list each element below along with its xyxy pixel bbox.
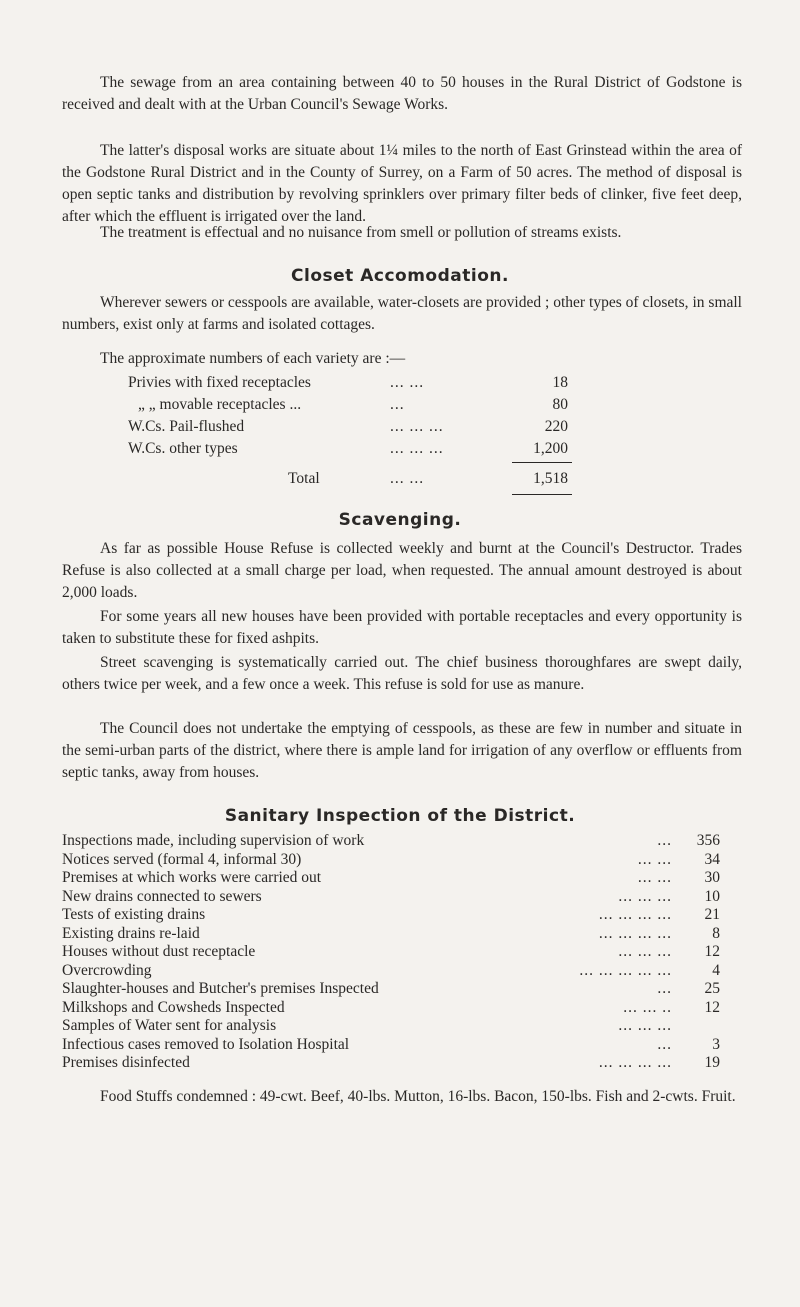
leader-dots: ... ... — [390, 470, 425, 487]
inspection-row-label: Milkshops and Cowsheds Inspected — [62, 998, 285, 1016]
inspection-row-label: Premises at which works were carried out — [62, 869, 322, 886]
inspection-row-label: Inspections made, including supervision of work — [62, 832, 365, 849]
closet-row-label: W.Cs. Pail-flushed — [128, 418, 245, 435]
closet-intro-paragraph: Wherever sewers or cesspools are available, water-closets are provided ; other types of closets, in small numbers, exist only at farms and isolated cottages. — [62, 294, 742, 333]
inspection-row — [62, 1017, 720, 1036]
inspection-row-label: Infectious cases removed to Isolation Hospital — [62, 1035, 350, 1053]
inspection-row — [62, 1054, 720, 1073]
inspection-row — [62, 888, 720, 907]
leader-dots: ... ... ... — [390, 418, 444, 435]
closet-row-label: Privies with fixed receptacles — [128, 374, 311, 391]
inspection-row — [62, 832, 720, 851]
closet-numbers-intro: The approximate numbers of each variety are :— — [100, 350, 406, 367]
scavenging-paragraph-3: Street scavenging is systematically carried out. The chief business thoroughfares are swept daily, others twice per week, and a few once a week. This refuse is sold for use as manure. — [62, 654, 742, 693]
leader-dots: ... — [657, 1035, 672, 1053]
total-rule-top — [512, 462, 572, 463]
inspection-row-label: Overcrowding — [62, 961, 152, 979]
inspection-row-label: Notices served (formal 4, informal 30) — [62, 850, 302, 868]
inspection-row-label: Existing drains re-laid — [62, 924, 200, 942]
scavenging-paragraph-1: As far as possible House Refuse is collected weekly and burnt at the Council's Destructor. Trades Refuse is also collected at a small charge per load, when requested. The annual amount destroyed is about 2,000 loads. — [62, 540, 742, 601]
sewage-paragraph: The sewage from an area containing between 40 to 50 houses in the Rural District of Godstone is received and dealt with at the Urban Council's Sewage Works. — [62, 74, 742, 113]
inspection-row-label: Slaughter-houses and Butcher's premises Inspected — [62, 980, 379, 997]
inspection-row-label: Samples of Water sent for analysis — [62, 1017, 277, 1034]
leader-dots: ... ... ... — [390, 440, 444, 457]
scavenging-paragraph-4: The Council does not undertake the emptying of cesspools, as these are few in number and situate in the semi-urban parts of the district, where there is ample land for irrigation of any overflow or effluents from septic tanks, away from houses. — [62, 720, 742, 781]
leader-dots: ... ... ... — [618, 1017, 672, 1034]
inspection-row — [62, 1036, 720, 1055]
closet-row — [128, 416, 568, 438]
inspection-row-value: 10 — [704, 887, 720, 905]
leader-dots: ... ... ... — [618, 943, 672, 960]
scavenging-paragraph-2: For some years all new houses have been provided with portable receptacles and every opportunity is taken to substitute these for fixed ashpits. — [62, 608, 742, 647]
leader-dots: ... ... ... ... — [598, 924, 672, 942]
food-condemned-paragraph: Food Stuffs condemned : 49-cwt. Beef, 40-lbs. Mutton, 16-lbs. Bacon, 150-lbs. Fish and 2-cwts. Fruit. — [100, 1088, 736, 1105]
closet-total-label: Total — [288, 470, 320, 487]
inspection-row-value: 25 — [704, 980, 720, 997]
inspection-row-label: Houses without dust receptacle — [62, 943, 256, 960]
treatment-paragraph: The treatment is effectual and no nuisance from smell or pollution of streams exists. — [100, 224, 622, 241]
disposal-works-paragraph: The latter's disposal works are situate about 1¼ miles to the north of East Grinstead within the area of the Godstone Rural District and in the County of Surrey, on a Farm of 50 acres. The method of disposal is open septic tanks and distribution by revolving sprinklers over primary filter beds of clinker, five feet deep, after which the effluent is irrigated over the land. — [62, 142, 742, 225]
leader-dots: ... ... ... — [618, 887, 672, 905]
closet-heading: Closet Accomodation. — [291, 266, 509, 286]
leader-dots: ... ... ... ... — [598, 906, 672, 923]
inspection-table — [62, 832, 720, 1073]
closet-total-row — [128, 468, 568, 490]
closet-table — [128, 372, 568, 460]
inspection-row-value: 12 — [704, 943, 720, 960]
inspection-row — [62, 962, 720, 981]
inspection-row — [62, 851, 720, 870]
total-rule-bottom — [512, 494, 572, 495]
inspection-row — [62, 906, 720, 925]
inspection-row-value: 19 — [704, 1054, 720, 1071]
leader-dots: ... — [657, 980, 672, 997]
leader-dots: ... ... — [637, 850, 672, 868]
inspection-row — [62, 943, 720, 962]
inspection-row-value: 30 — [704, 869, 720, 886]
closet-row-value: 18 — [552, 374, 568, 391]
closet-row — [128, 372, 568, 394]
inspection-row-value: 4 — [712, 961, 720, 979]
inspection-heading: Sanitary Inspection of the District. — [224, 806, 576, 826]
inspection-row-value: 21 — [704, 906, 720, 923]
inspection-row-value: 12 — [704, 998, 720, 1016]
closet-row-value: 220 — [544, 418, 568, 435]
inspection-row-label: Tests of existing drains — [62, 906, 206, 923]
inspection-row — [62, 980, 720, 999]
inspection-row-value: 356 — [696, 832, 720, 849]
inspection-row-label: New drains connected to sewers — [62, 887, 262, 905]
leader-dots: ... ... .. — [623, 998, 672, 1016]
closet-row — [128, 394, 568, 416]
closet-row — [128, 438, 568, 460]
closet-total-value: 1,518 — [533, 470, 568, 487]
closet-total — [128, 468, 568, 490]
inspection-row — [62, 925, 720, 944]
inspection-row-value: 3 — [712, 1035, 720, 1053]
closet-row-value: 80 — [552, 396, 568, 413]
leader-dots: ... ... ... ... ... — [579, 961, 672, 979]
inspection-row-value: 34 — [704, 850, 720, 868]
scavenging-heading: Scavenging. — [338, 510, 462, 530]
leader-dots: ... — [657, 832, 672, 849]
leader-dots: ... ... ... ... — [598, 1054, 672, 1071]
closet-row-label: „ „ movable receptacles ... — [138, 396, 302, 413]
inspection-row — [62, 869, 720, 888]
closet-row-value: 1,200 — [533, 440, 568, 457]
inspection-row — [62, 999, 720, 1018]
inspection-row-value: 8 — [712, 924, 720, 942]
closet-row-label: W.Cs. other types — [128, 440, 238, 457]
inspection-row-label: Premises disinfected — [62, 1054, 190, 1071]
leader-dots: ... ... — [390, 374, 425, 391]
leader-dots: ... ... — [637, 869, 672, 886]
leader-dots: ... — [390, 396, 405, 413]
